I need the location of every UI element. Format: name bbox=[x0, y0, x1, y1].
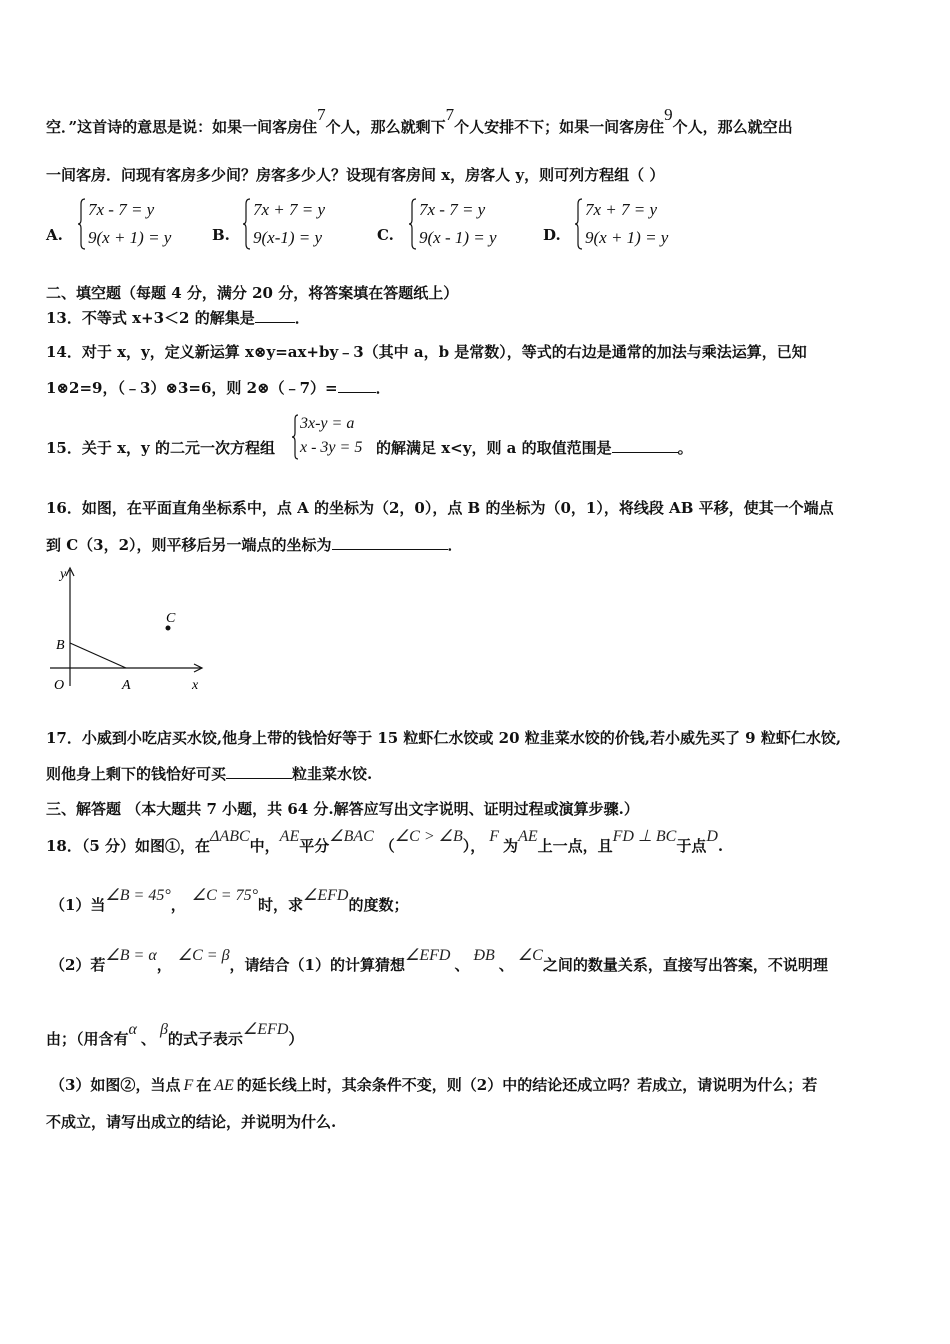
q18-m-bac: ∠BAC bbox=[329, 828, 374, 845]
q15-end: 。 bbox=[677, 439, 693, 457]
brace-icon bbox=[575, 198, 583, 250]
q18-t3: 平分 bbox=[299, 837, 330, 855]
q18-s1-f: ∠EFD bbox=[303, 887, 349, 904]
point-c bbox=[166, 626, 171, 631]
brace-icon bbox=[243, 198, 251, 250]
q18-s2-i: 、 bbox=[498, 956, 514, 974]
q16-end: ． bbox=[447, 536, 463, 554]
q18-s2-a: （2）若 bbox=[50, 956, 106, 974]
option-b-label: B. bbox=[212, 226, 230, 244]
q12-text-a: 空．”这首诗的意思是说：如果一间客房住 bbox=[46, 118, 318, 136]
q18-s2-b: ∠B = α bbox=[105, 947, 157, 964]
option-c-eq2: 9(x - 1) = y bbox=[419, 228, 497, 247]
segment-ab bbox=[70, 643, 126, 668]
q18-sub1 bbox=[50, 887, 409, 916]
option-c-system bbox=[409, 196, 497, 252]
q13-text: 13．不等式 x+3＜2 的解集是 bbox=[46, 309, 255, 327]
q15-eq1: 3x-y = a bbox=[300, 415, 355, 432]
q17-answer-blank[interactable] bbox=[226, 764, 292, 779]
q18-t8: 于点 bbox=[676, 837, 707, 855]
q18-line1 bbox=[46, 828, 724, 857]
q18-s2-h: ÐB bbox=[473, 947, 495, 964]
brace-icon bbox=[409, 198, 417, 250]
q12-line2: 一间客房．问现有客房多少间？房客多少人？设现有客房间 x，房客人 y，则可列方程组（ ） bbox=[46, 166, 665, 184]
option-b-eq1: 7x + 7 = y bbox=[253, 200, 326, 219]
q16-answer-blank[interactable] bbox=[332, 535, 448, 550]
q18-m-fdbc: FD ⊥ BC bbox=[612, 828, 677, 845]
q18-m-ae: AE bbox=[279, 828, 300, 845]
q18-t5: ）， bbox=[462, 837, 486, 855]
q14-line1: 14．对于 x，y，定义新运算 x⊗y=ax+by﹣3（其中 a，b 是常数），等式的右边是通常的加法与乘法运算，已知 bbox=[46, 343, 807, 361]
q18-t4: （ bbox=[379, 837, 395, 855]
q17-text-b: 粒韭菜水饺. bbox=[292, 765, 373, 783]
q18-m-d: D bbox=[706, 828, 718, 845]
q15-eq2: x - 3y = 5 bbox=[300, 439, 363, 456]
option-a-system bbox=[78, 196, 171, 252]
point-a-label: A bbox=[122, 678, 131, 693]
q18-m-cb: ∠C > ∠B bbox=[394, 828, 463, 845]
option-d-eq2: 9(x + 1) = y bbox=[585, 228, 669, 247]
q12-num-7b: 7 bbox=[445, 105, 455, 124]
brace-icon bbox=[78, 198, 86, 250]
q17-text-a: 则他身上剩下的钱恰好可买 bbox=[46, 765, 227, 783]
q13-end: ． bbox=[294, 309, 310, 327]
q18-sub2-line2 bbox=[46, 1021, 304, 1050]
q18-m-ae2: AE bbox=[518, 828, 538, 845]
x-axis-label: x bbox=[192, 678, 199, 693]
q18-s1-c: ， bbox=[170, 896, 186, 914]
q13-answer-blank[interactable] bbox=[255, 308, 295, 323]
q18-s2-d: ∠C = β bbox=[177, 947, 230, 964]
q18-s2-f: ∠EFD bbox=[405, 947, 451, 964]
q14-line2 bbox=[46, 378, 391, 398]
q13 bbox=[46, 308, 310, 328]
q18-m-abc: ΔABC bbox=[210, 828, 250, 845]
option-d-system bbox=[575, 196, 668, 252]
option-a-eq2: 9(x + 1) = y bbox=[88, 228, 172, 247]
option-d-label: D. bbox=[543, 226, 561, 244]
brace-icon bbox=[292, 414, 299, 460]
q14-text: 1⊗2=9，（﹣3）⊗3=6，则 2⊗（﹣7）= bbox=[46, 379, 338, 397]
q18-t1: 18．（5 分）如图①，在 bbox=[46, 837, 211, 855]
q15-prefix: 15．关于 x，y 的二元一次方程组 bbox=[46, 439, 275, 457]
option-c-eq1: 7x - 7 = y bbox=[419, 200, 486, 219]
q18-s1-e: 时，求 bbox=[257, 896, 303, 914]
q18-t6: 为 bbox=[503, 837, 519, 855]
section-2-heading: 二、填空题（每题 4 分，满分 20 分，将答案填在答题纸上） bbox=[46, 284, 459, 302]
option-a-eq1: 7x - 7 = y bbox=[88, 200, 155, 219]
option-a-label: A. bbox=[46, 226, 63, 244]
option-c-label: C. bbox=[377, 226, 394, 244]
q18-s2b-c: 、 bbox=[140, 1030, 156, 1048]
q18-s2-c: ， bbox=[156, 956, 172, 974]
q12-num-9: 9 bbox=[664, 105, 673, 124]
q18-s2-j: ∠C bbox=[517, 947, 543, 964]
q18-s1-a: （1）当 bbox=[50, 896, 106, 914]
q18-t7: 上一点，且 bbox=[537, 837, 613, 855]
q15-system bbox=[292, 412, 362, 460]
q18-s1-d: ∠C = 75° bbox=[191, 887, 258, 904]
option-b-system bbox=[243, 196, 325, 252]
q15-answer-blank[interactable] bbox=[612, 438, 678, 453]
q18-s1-b: ∠B = 45° bbox=[105, 887, 171, 904]
q18-s3-a: （3）如图②，当点 bbox=[50, 1076, 181, 1094]
y-axis-label: y bbox=[60, 567, 67, 582]
q18-s3-e: 的延长线上时，其余条件不变，则（2）中的结论还成立吗？若成立，请说明为什么；若 bbox=[236, 1076, 818, 1094]
q15-text: 的解满足 x<y，则 a 的取值范围是 bbox=[376, 439, 612, 457]
q18-sub3-line2: 不成立，请写出成立的结论，并说明为什么. bbox=[46, 1113, 337, 1131]
q12-text-b: 个人，那么就剩下 bbox=[325, 118, 446, 136]
q12-line1 bbox=[46, 105, 793, 137]
q12-text-c: 个人安排不下；如果一间客房住 bbox=[454, 118, 665, 136]
q17-line2 bbox=[46, 764, 372, 784]
q14-answer-blank[interactable] bbox=[338, 378, 376, 393]
q18-s2-k: 之间的数量关系，直接写出答案，不说明理 bbox=[542, 956, 828, 974]
q18-s2b-g: ） bbox=[288, 1030, 304, 1048]
point-b-label: B bbox=[56, 638, 65, 653]
q18-s2b-d: β bbox=[159, 1021, 168, 1038]
option-b-eq2: 9(x-1) = y bbox=[253, 228, 323, 247]
q12-num-7a: 7 bbox=[317, 105, 326, 124]
q18-s3-d: AE bbox=[214, 1077, 234, 1094]
q18-s3-b: F bbox=[183, 1077, 194, 1094]
q18-s2b-b: α bbox=[128, 1021, 137, 1038]
origin-label: O bbox=[54, 678, 65, 693]
q18-s2-g: 、 bbox=[454, 956, 470, 974]
q18-t2: 中， bbox=[249, 837, 280, 855]
q15-suffix bbox=[376, 438, 693, 458]
q16-text: 到 C（3，2），则平移后另一端点的坐标为 bbox=[46, 536, 332, 554]
q18-m-f: F bbox=[489, 828, 500, 845]
coordinate-figure bbox=[42, 558, 212, 700]
q18-s2b-e: 的式子表示 bbox=[167, 1030, 243, 1048]
q18-s1-g: 的度数； bbox=[348, 896, 409, 914]
q12-text-d: 个人，那么就空出 bbox=[672, 118, 793, 136]
q14-end: ． bbox=[375, 379, 391, 397]
q18-sub3-line1 bbox=[50, 1075, 817, 1096]
point-c-label: C bbox=[166, 611, 176, 626]
q18-s3-c: 在 bbox=[196, 1076, 212, 1094]
q18-s2b-f: ∠EFD bbox=[242, 1021, 289, 1038]
option-d-eq1: 7x + 7 = y bbox=[585, 200, 658, 219]
q16-line2 bbox=[46, 535, 463, 555]
q17-line1: 17．小威到小吃店买水饺,他身上带的钱恰好等于 15 粒虾仁水饺或 20 粒韭菜水饺的价钱,若小威先买了 9 粒虾仁水饺, bbox=[46, 729, 842, 747]
q16-line1: 16．如图，在平面直角坐标系中，点 A 的坐标为（2，0），点 B 的坐标为（0，1），将线段 AB 平移，使其一个端点 bbox=[46, 499, 834, 517]
section-3-heading: 三、解答题 （本大题共 7 小题，共 64 分.解答应写出文字说明、证明过程或演算步骤.） bbox=[46, 800, 639, 818]
q18-s2b-a: 由；（用含有 bbox=[46, 1030, 129, 1048]
q18-sub2-line1 bbox=[50, 947, 828, 976]
q18-t9: . bbox=[717, 837, 724, 855]
q18-s2-e: ，请结合（1）的计算猜想 bbox=[229, 956, 405, 974]
